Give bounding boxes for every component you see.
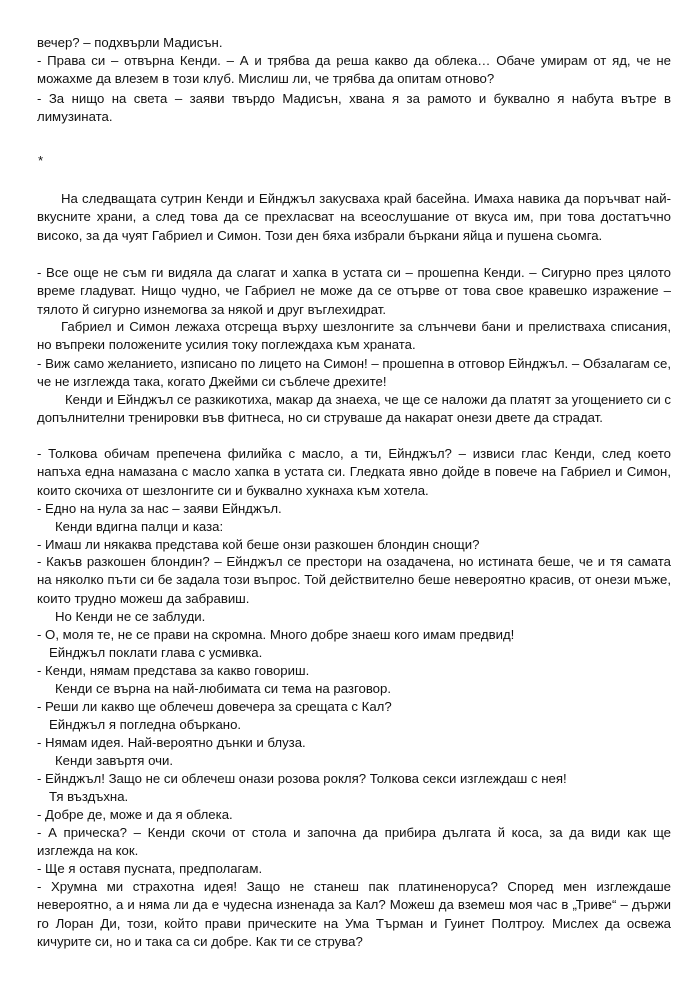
- paragraph: - О, моля те, не се прави на скромна. Много добре знаеш кого имам предвид!: [37, 627, 515, 642]
- paragraph: - Хрумна ми страхотна идея! Защо не станеш пак платиненоруса? Според мен изглеждаше невероятно, а и няма ли да е чудесна изненада за Кал? Можеш да вземеш моя час в „Триве“ – държи го Лоран Ди, този, който прави прическите на Ума Търман и Гуинет Полтроу. Мислех да освежа кичурите си, но и така са си добре. Как ти се струва?: [37, 879, 671, 949]
- paragraph: Кенди завъртя очи.: [55, 753, 174, 768]
- paragraph: Кенди се върна на най-любимата си тема на разговор.: [55, 681, 392, 696]
- paragraph: Габриел и Симон лежаха отсреща върху шезлонгите за слънчеви бани и прелистваха списания, но въпреки положените усилия току поглеждаха към храната.: [37, 319, 671, 353]
- paragraph: - Все още не съм ги видяла да слагат и хапка в устата си – прошепна Кенди. – Сигурно през цялото време гладуват. Нищо чудно, че Габриел не може да се отърве от това свое кравешко изражение – тялото й сигурно изнемогва за някой и друг въглехидрат.: [37, 265, 671, 317]
- paragraph: - Едно на нула за нас – заяви Ейнджъл.: [37, 501, 282, 516]
- paragraph: - За нищо на света – заяви твърдо Мадисън, хвана я за рамото и буквално я набута вътре в лимузината.: [37, 91, 671, 125]
- paragraph: - Кенди, нямам представа за какво говориш.: [37, 663, 310, 678]
- paragraph: - А прическа? – Кенди скочи от стола и започна да прибира дългата й коса, за да види как ще изглежда на кок.: [37, 825, 671, 859]
- paragraph: - Права си – отвърна Кенди. – А и трябва да реша какво да облека… Обаче умирам от яд, че не можахме да влезем в този клуб. Мислиш ли, че трябва да опитам отново?: [37, 53, 671, 87]
- paragraph: - Реши ли какво ще облечеш довечера за срещата с Кал?: [37, 699, 392, 714]
- paragraph: - Виж само желанието, изписано по лицето на Симон! – прошепна в отговор Ейнджъл. – Обзалагам се, че не изглежда така, когато Джейми си съблече дрехите!: [37, 356, 671, 390]
- section-separator: *: [38, 153, 44, 168]
- paragraph: - Добре де, може и да я облека.: [37, 807, 233, 822]
- paragraph: Ейнджъл я погледна объркано.: [49, 717, 242, 732]
- paragraph: Кенди вдигна палци и каза:: [55, 519, 224, 534]
- paragraph: - Ейнджъл! Защо не си облечеш онази розова рокля? Толкова секси изглеждаш с нея!: [37, 771, 567, 786]
- paragraph: - Нямам идея. Най-вероятно дънки и блуза.: [37, 735, 306, 750]
- paragraph: - Толкова обичам препечена филийка с масло, а ти, Ейнджъл? – извиси глас Кенди, след което напъха една намазана с масло хапка в устата си. Гледката явно дойде в повече на Габриел и Симон, които скочиха от шезлонгите си и буквално хукнаха към хотела.: [37, 446, 671, 498]
- paragraph: Ейнджъл поклати глава с усмивка.: [49, 645, 263, 660]
- paragraph: Тя въздъхна.: [49, 789, 129, 804]
- paragraph: Но Кенди не се заблуди.: [55, 609, 206, 624]
- paragraph: - Имаш ли някаква представа кой беше онзи разкошен блондин снощи?: [37, 537, 480, 552]
- paragraph: На следващата сутрин Кенди и Ейнджъл закусваха край басейна. Имаха навика да поръчват най-вкусните храни, а след това да се прехласват на всеослушание от вкуса им, при това достатъчно високо, за да чуят Габриел и Симон. Този ден бяха избрали бъркани яйца и пушена сьомга.: [37, 191, 671, 243]
- paragraph: - Ще я оставя пусната, предполагам.: [37, 861, 263, 876]
- paragraph: вечер? – подхвърли Мадисън.: [37, 35, 223, 50]
- paragraph: - Какъв разкошен блондин? – Ейнджъл се престори на озадачена, но истината беше, че и тя самата на няколко пъти си бе задала този въпрос. Той действително беше невероятно красив, от онези мъже, които трудно можеш да забравиш.: [37, 554, 671, 606]
- paragraph: Кенди и Ейнджъл се разкикотиха, макар да знаеха, че ще се наложи да платят за угощението си с допълнителни тренировки във фитнеса, но си струваше да накарат онези двете да страдат.: [37, 392, 671, 426]
